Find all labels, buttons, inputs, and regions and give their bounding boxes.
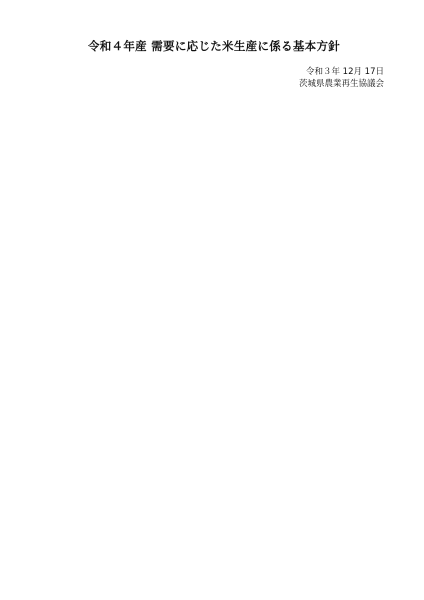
issuing-organization: 茨城県農業再生協議会 — [298, 79, 384, 89]
section-2-item — [48, 548, 384, 570]
intro-paragraph-3 — [44, 236, 384, 313]
section-1-item — [48, 403, 384, 414]
section-1-item — [48, 392, 384, 403]
section-2-item — [48, 537, 384, 548]
section-2-item — [48, 526, 384, 537]
section-2-item — [48, 504, 384, 515]
document-title: 令和４年産 需要に応じた米生産に係る基本方針 — [87, 39, 341, 53]
section-1 — [44, 322, 384, 414]
section-1-item — [48, 381, 384, 392]
intro-paragraph-1 — [44, 98, 384, 153]
document-meta — [44, 66, 384, 90]
section-1-item — [48, 348, 384, 359]
section-2-item — [48, 570, 384, 592]
section-1-item — [48, 370, 384, 381]
section-1-items — [44, 348, 384, 414]
issue-date: 令和３年 12月 17日 — [305, 67, 384, 77]
intro-paragraph-2 — [44, 156, 384, 233]
section-1-body — [54, 322, 384, 344]
section-2-body — [54, 423, 384, 489]
section-2-item — [48, 493, 384, 504]
section-2 — [44, 423, 384, 592]
section-1-item — [48, 359, 384, 370]
section-2-item — [48, 515, 384, 526]
intro-section — [44, 98, 384, 313]
section-2-items — [44, 493, 384, 592]
